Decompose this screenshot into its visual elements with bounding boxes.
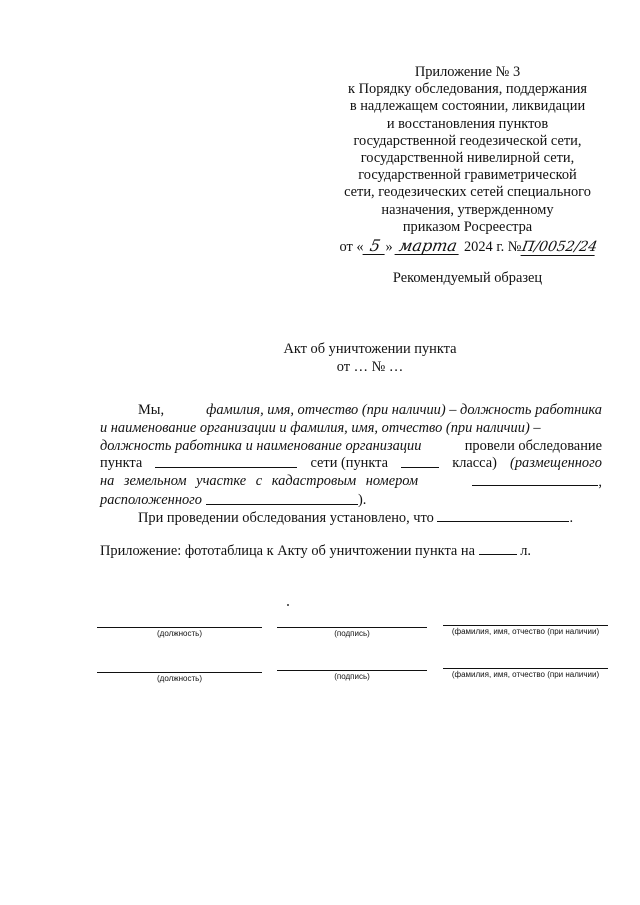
text: При проведении обследования установлено, что: [138, 510, 434, 526]
act-body-paragraph: [100, 402, 602, 510]
italic-text: и наименование организации и фамилия, имя, отчество (при наличии) –: [100, 419, 541, 436]
text: пункта: [100, 455, 143, 472]
text: сети (пункта: [310, 455, 389, 472]
act-title: [0, 340, 640, 376]
text: л.: [520, 543, 531, 559]
caption: (фамилия, имя, отчество (при наличии): [451, 670, 600, 679]
findings-blank[interactable]: [437, 509, 569, 522]
header-line: к Порядку обследования, поддержания: [348, 81, 587, 98]
act-title-line: Акт об уничтожении пункта: [283, 341, 457, 357]
signature-position-field[interactable]: [97, 627, 262, 642]
header-line: государственной нивелирной сети,: [360, 150, 575, 167]
italic-text: на земельном участке с кадастровым номером: [100, 473, 419, 490]
text: Приложение: фототаблица к Акту об уничтожении пункта на: [100, 543, 475, 559]
header-line: сети, геодезических сетей специального: [344, 184, 591, 201]
header-line: государственной гравиметрической: [358, 167, 577, 184]
signature-fullname-field[interactable]: [443, 668, 608, 683]
act-date-number-line: от … № …: [336, 359, 404, 375]
caption: (подпись): [334, 672, 370, 681]
signature-field[interactable]: [277, 670, 427, 685]
header-line: приказом Росреестра: [402, 218, 533, 235]
point-name-blank[interactable]: [155, 455, 297, 468]
sheet-count-blank[interactable]: [479, 542, 517, 555]
italic-text: фамилия, имя, отчество (при наличии) – должность работника: [206, 402, 602, 418]
text: ).: [357, 491, 367, 508]
date-prefix: от «: [339, 239, 364, 256]
text: ,: [598, 474, 602, 491]
recommended-sample-label: Рекомендуемый образец: [392, 270, 543, 286]
header-line: государственной геодезической сети,: [353, 132, 582, 149]
appendix-line: [100, 542, 531, 560]
caption: (должность): [157, 629, 202, 638]
handwritten-month: марта: [395, 238, 462, 255]
caption: (подпись): [334, 629, 370, 638]
handwritten-order-number: П/0052/24: [520, 239, 599, 256]
text: Мы,: [138, 402, 165, 418]
year-text: 2024 г. №: [463, 239, 522, 256]
caption: (фамилия, имя, отчество (при наличии): [451, 627, 600, 636]
location-blank[interactable]: [206, 492, 358, 505]
caption: (должность): [157, 674, 202, 683]
order-date-line: [325, 238, 610, 256]
text: .: [569, 510, 574, 526]
findings-line: [138, 509, 573, 527]
header-line: Приложение № 3: [414, 64, 521, 80]
text: класса): [452, 455, 497, 472]
italic-text: должность работника и наименование организации: [100, 437, 422, 454]
point-class-blank[interactable]: [401, 455, 439, 468]
header-line: в надлежащем состоянии, ликвидации: [349, 98, 586, 115]
stray-dot: [287, 604, 289, 606]
signature-fullname-field[interactable]: [443, 625, 608, 640]
signature-position-field[interactable]: [97, 672, 262, 687]
italic-text: (размещенного: [510, 455, 602, 472]
header-line: и восстановления пунктов: [386, 115, 549, 132]
quote-close: »: [385, 239, 393, 256]
signature-field[interactable]: [277, 627, 427, 642]
handwritten-day: 5: [362, 238, 387, 255]
text: провели обследование: [464, 437, 602, 454]
appendix-header: [325, 64, 610, 256]
header-line: назначения, утвержденному: [381, 201, 554, 218]
cadastral-number-blank[interactable]: [472, 473, 598, 486]
italic-text: расположенного: [100, 491, 202, 508]
